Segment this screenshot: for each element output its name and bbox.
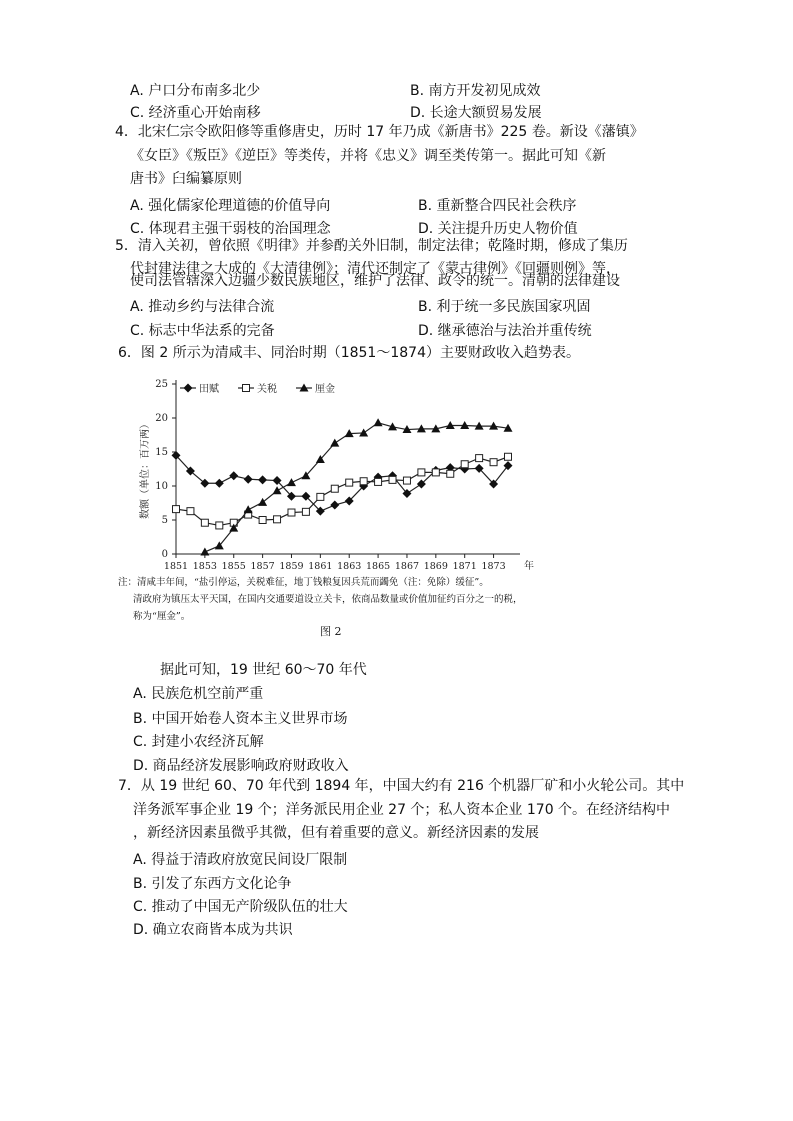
q6-option-c: C. 封建小农经济瓦解 (133, 734, 264, 750)
data-point-diamond (215, 479, 224, 488)
q7-stem-line-1: 7．从 19 世纪 60、70 年代到 1894 年，中国大约有 216 个机器厂矿和小火轮公司。其中 (118, 778, 685, 794)
q4-stem-line-2: 《女臣》《叛臣》《逆臣》等类传，并将《忠义》调至类传第一。据此可知《新 (130, 148, 606, 164)
series-line-0 (176, 455, 508, 511)
figure-label: 图 2 (320, 625, 342, 638)
y-axis-label: 数额（单位：百万两） (140, 419, 151, 519)
data-point-square (447, 470, 454, 477)
y-tick-label: 0 (161, 549, 168, 560)
data-point-square (389, 476, 396, 483)
data-point-triangle (258, 498, 267, 506)
data-point-triangle (273, 486, 282, 494)
data-point-square (201, 519, 208, 526)
data-point-square (259, 517, 266, 524)
q5-stem-line-2: 代封建法律之大成的《大清律例》；清代还制定了《蒙古律例》《回疆则例》等， (130, 261, 620, 277)
q5-option-a: A. 推动乡约与法律合流 (130, 299, 275, 315)
y-tick-label: 25 (155, 379, 168, 390)
data-point-diamond (244, 475, 253, 484)
x-tick-label: 1851 (163, 561, 189, 572)
q3-option-a: A. 户口分布南多北少 (130, 83, 261, 99)
y-tick-label: 20 (155, 413, 168, 424)
y-tick-label: 5 (161, 515, 168, 526)
x-tick-label: 1861 (308, 561, 333, 572)
q7-option-b: B. 引发了东西方文化论争 (133, 876, 292, 892)
data-point-square (346, 479, 353, 486)
q4-option-d: D. 关注提升历史人物价值 (418, 221, 578, 237)
y-tick-label: 10 (155, 481, 168, 492)
data-point-diamond (229, 471, 238, 480)
data-point-diamond (330, 501, 339, 510)
series-line-2 (205, 423, 508, 552)
data-point-square (216, 522, 223, 529)
x-tick-label: 1869 (423, 561, 448, 572)
x-tick-label: 1855 (221, 561, 246, 572)
x-tick-label: 1859 (279, 561, 304, 572)
data-point-triangle (244, 505, 253, 513)
chart-note-line-2: 清政府为镇压太平天国，在国内交通要道设立关卡，依商品数量或价值加征约百分之一的税， (133, 594, 523, 605)
chart-note-line-1: 注：清咸丰年间，“盐引停运，关税难征，地丁钱粮复因兵荒而蠲免（注：免除）缓征”。 (118, 577, 489, 588)
data-point-square (418, 469, 425, 476)
q5-option-c: C. 标志中华法系的完备 (130, 323, 275, 339)
q4-option-c: C. 体现君主强干弱枝的治国理念 (130, 221, 331, 237)
data-point-square (461, 461, 468, 468)
chart-note-line-3: 称为“厘金”。 (133, 611, 191, 622)
q6-option-a: A. 民族危机空前严重 (133, 686, 264, 702)
x-tick-label: 1867 (394, 561, 420, 572)
q3-option-d: D. 长途大额贸易发展 (410, 105, 542, 121)
data-point-square (432, 469, 439, 476)
data-point-square (274, 516, 281, 523)
q7-stem-line-3: ，新经济因素虽微乎其微，但有着重要的意义。新经济因素的发展 (133, 825, 539, 841)
q7-option-a: A. 得益于清政府放宽民间设厂限制 (133, 852, 348, 868)
q4-option-a: A. 强化儒家伦理道德的价值导向 (130, 198, 331, 214)
x-tick-label: 1865 (365, 561, 391, 572)
data-point-triangle (359, 428, 368, 436)
data-point-square (360, 478, 367, 485)
q5-stem-line-3: 使司法管辖深入边疆少数民族地区，维护了法律、政令的统一。清朝的法律建设 (130, 273, 620, 289)
q5-option-d: D. 继承德治与法治并重传统 (418, 323, 592, 339)
legend-label: 厘金 (315, 384, 335, 395)
q3-option-b: B. 南方开发初见成效 (410, 83, 541, 99)
data-point-triangle (330, 439, 339, 447)
q5-stem-line-1: 5．清入关初，曾依照《明律》并参酌关外旧制，制定法律；乾隆时期，修成了集历 (115, 238, 628, 254)
q6-option-b: B. 中国开始卷人资本主义世界市场 (133, 711, 348, 727)
series-line-1 (176, 457, 508, 526)
q5-option-b: B. 利于统一多民族国家巩固 (418, 299, 591, 315)
x-tick-label: 1853 (192, 561, 217, 572)
q6-prompt: 据此可知，19 世纪 60～70 年代 (160, 662, 367, 678)
data-point-square (490, 459, 497, 466)
q6-option-d: D. 商品经济发展影响政府财政收入 (133, 758, 349, 774)
data-point-triangle (374, 418, 383, 426)
q7-option-d: D. 确立农商皆本成为共识 (133, 922, 293, 938)
data-point-square (331, 485, 338, 492)
data-point-square (375, 478, 382, 485)
q4-stem-line-3: 唐书》臼编纂原则 (130, 171, 242, 187)
x-tick-label: 1873 (481, 561, 506, 572)
x-tick-label: 1863 (337, 561, 362, 572)
data-point-square (403, 477, 410, 484)
data-point-square (476, 455, 483, 462)
legend-label: 田赋 (199, 384, 219, 395)
data-point-diamond (258, 475, 267, 484)
q3-option-c: C. 经济重心开始南移 (130, 105, 261, 121)
data-point-square (302, 508, 309, 515)
q6-stem: 6．图 2 所示为清咸丰、同治时期（1851～1874）主要财政收入趋势表。 (118, 345, 580, 361)
legend-label: 关税 (257, 384, 277, 395)
x-tick-label: 1871 (452, 561, 477, 572)
data-point-square (317, 493, 324, 500)
data-point-triangle (287, 478, 296, 486)
data-point-square (187, 508, 194, 515)
data-point-square (505, 453, 512, 460)
q7-option-c: C. 推动了中国无产阶级队伍的壮大 (133, 899, 348, 915)
q4-stem-line-1: 4．北宋仁宗令欧阳修等重修唐史，历时 17 年乃成《新唐书》225 卷。新设《藩镇》 (115, 124, 644, 140)
data-point-square (288, 509, 295, 516)
data-point-triangle (200, 547, 209, 555)
x-tick-label: 1857 (250, 561, 275, 572)
q7-stem-line-2: 洋务派军事企业 19 个；洋务派民用企业 27 个；私人资本企业 170 个。在经济结构中 (133, 802, 671, 818)
legend-marker-square (243, 385, 250, 392)
legend-marker-diamond (184, 384, 193, 393)
data-point-square (173, 506, 180, 513)
x-axis-unit: 年 (524, 561, 534, 572)
q4-option-b: B. 重新整合四民社会秩序 (418, 198, 577, 214)
y-tick-label: 15 (155, 447, 168, 458)
